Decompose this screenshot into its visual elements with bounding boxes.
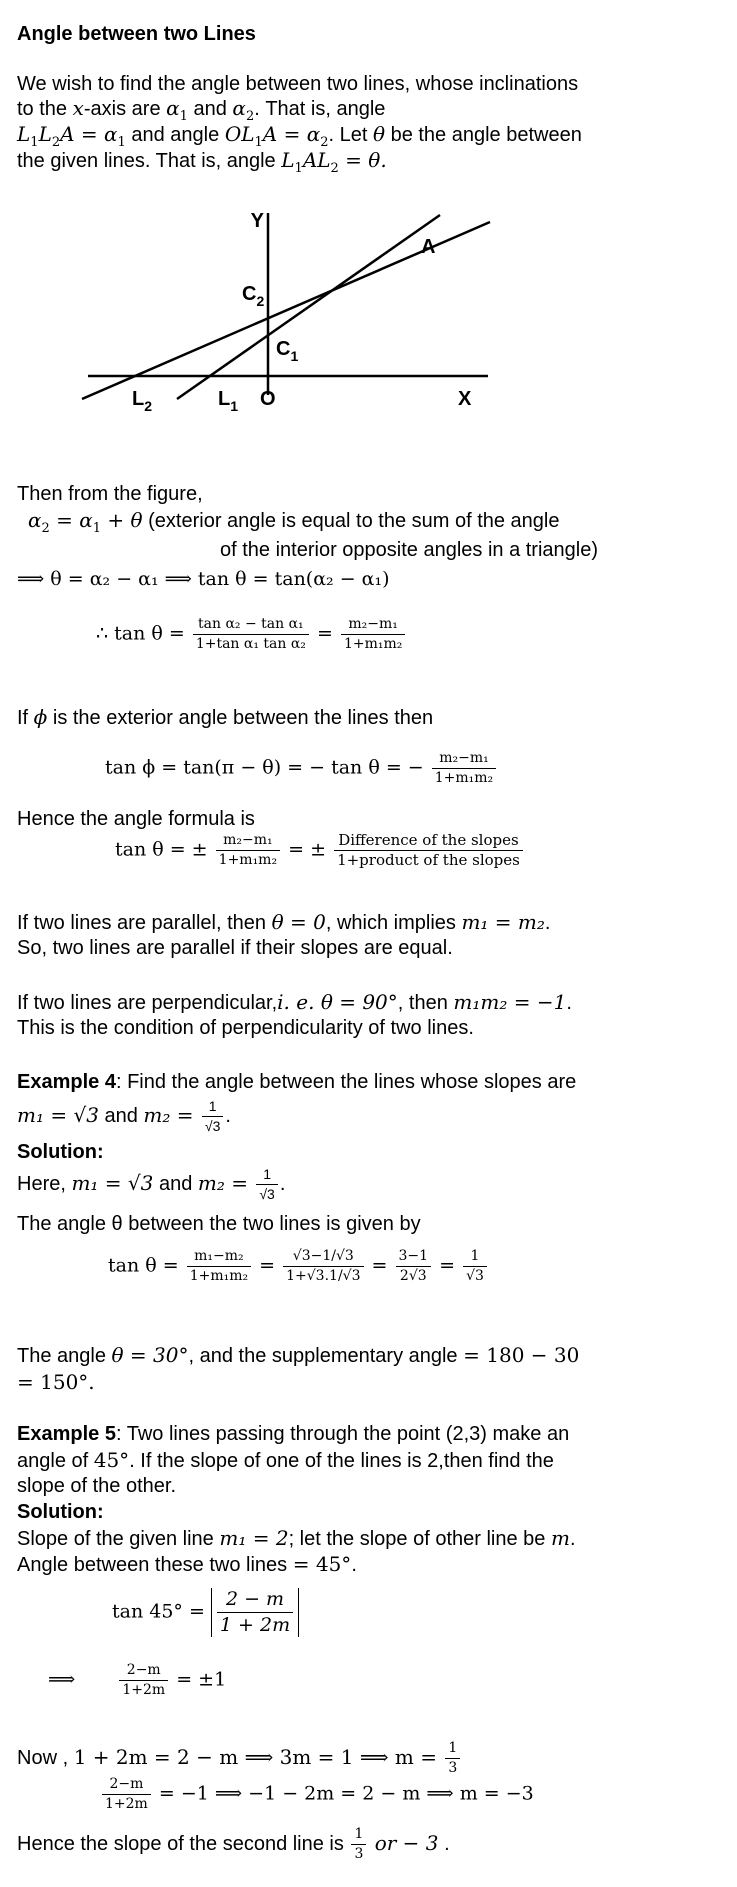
fraction: $\frac{\text{Difference of the slopes}}{\text{1+product of the slopes}}$ — [334, 832, 523, 869]
example4-answer-2: = 150°. — [17, 1370, 95, 1394]
angle-formula: tan θ = ± $\frac{\text{m₂−m₁}}{\text{1+m₁m₂}}$ = ± $\frac{\text{Difference of the slopes}}{\text{1+product of the slopes}}$ — [115, 832, 525, 869]
line-l1 — [177, 215, 440, 399]
fraction: $\frac{\text{m₂−m₁}}{\text{1+m₁m₂}}$ — [432, 750, 496, 787]
point-a-label: A — [421, 236, 436, 258]
fraction: $\frac{1}{3}$ — [351, 1826, 366, 1863]
fraction: $\frac{2-m}{1+2m}$ — [119, 1662, 168, 1699]
absolute-value — [211, 1588, 299, 1637]
intro-line-1: We wish to find the angle between two lines, whose inclinations — [17, 73, 579, 95]
perpendicular-line-2: This is the condition of perpendicularity of two lines. — [17, 1017, 474, 1039]
intro-line-3: $L_1L_2A = \alpha_1$ and angle $OL_1A = \alpha_2$. Let θ be the angle between — [17, 122, 582, 150]
example5-case-1: Now , 1 + 2m = 2 − m ⟹ 3m = 1 ⟹ m = $\frac{1}{3}$ — [17, 1740, 462, 1777]
fraction: $\frac{\text{m₂−m₁}}{\text{1+m₁m₂}}$ — [341, 616, 405, 653]
example5-slope-given: Slope of the given line m₁ = 2; let the slope of other line be m. — [17, 1526, 576, 1550]
point-c2-label: $C_2$ — [242, 283, 265, 309]
example5-abs-equation: tan 45° = $\frac{2 - m}{1 + 2m}$ — [112, 1588, 299, 1637]
derivation-intro: Then from the figure, — [17, 483, 203, 505]
exterior-angle-line: $\alpha_2 = \alpha_1 + \theta$ (exterior angle is equal to the sum of the angle — [28, 508, 560, 536]
fraction: $\frac{\text{m₂−m₁}}{\text{1+m₁m₂}}$ — [216, 832, 280, 869]
angle-formula-intro: Hence the angle formula is — [17, 808, 255, 830]
fraction: $\frac{2-m}{1+2m}$ — [102, 1776, 151, 1813]
example5-question-1: Example 5: Two lines passing through the point (2,3) make an — [17, 1423, 570, 1445]
fraction: $\frac{1}{√3}$ — [202, 1098, 223, 1135]
phi-definition: If ϕ is the exterior angle between the lines then — [17, 705, 434, 729]
fraction: $\frac{√3-1/√3}{1+√3.1/√3}$ — [283, 1248, 363, 1285]
example4-question: Example 4: Find the angle between the lines whose slopes are — [17, 1071, 577, 1093]
example4-given-by: The angle θ between the two lines is given by — [17, 1213, 421, 1235]
example5-angle: Angle between these two lines = 45°. — [17, 1552, 357, 1576]
point-c1-label: $C_1$ — [276, 338, 299, 364]
example4-solution-heading: Solution: — [17, 1141, 104, 1163]
parallel-line-1: If two lines are parallel, then θ = 0, which implies m₁ = m₂. — [17, 910, 551, 934]
parallel-line-2: So, two lines are parallel if their slopes are equal. — [17, 937, 453, 959]
tan-theta-formula: ∴ tan θ = $\frac{\text{tan α₂ − tan α₁}}{\text{1+tan α₁ tan α₂}}$ = $\frac{\text{m₂−m₁}}{\text{1+m₁m₂}}$ — [96, 616, 407, 653]
y-axis-label: Y — [250, 210, 264, 232]
origin-label: O — [260, 388, 276, 410]
example4-here: Here, m₁ = √3 and m₂ = $\frac{1}{√3}$ . — [17, 1166, 286, 1202]
x-axis-label: X — [458, 388, 472, 410]
fraction: $\frac{1}{3}$ — [445, 1740, 460, 1777]
fraction: $\frac{3-1}{2√3}$ — [396, 1248, 432, 1285]
example5-question-2: angle of 45°. If the slope of one of the lines is 2,then find the — [17, 1448, 554, 1472]
example4-answer-1: The angle θ = 30°, and the supplementary angle = 180 − 30 — [17, 1343, 580, 1367]
fraction: $\frac{\text{tan α₂ − tan α₁}}{\text{1+tan α₁ tan α₂}}$ — [193, 616, 309, 653]
fraction: $\frac{1}{√3}$ — [256, 1166, 277, 1203]
example5-solution-heading: Solution: — [17, 1501, 104, 1523]
example5-final-answer: Hence the slope of the second line is $\frac{1}{3}$ or − 3 . — [17, 1826, 450, 1862]
point-l2-label: $L_2$ — [132, 388, 153, 414]
example4-equation: tan θ = $\frac{\text{m₁−m₂}}{\text{1+m₁m₂}}$ = $\frac{√3-1/√3}{1+√3.1/√3}$ = $\frac{3-1}{2√3}$ = $\frac{1}{√3}$ — [108, 1248, 489, 1285]
fraction: $\frac{2 - m}{1 + 2m}$ — [217, 1588, 293, 1637]
lines-figure — [70, 205, 500, 420]
point-l1-label: $L_1$ — [218, 388, 239, 414]
tan-phi-formula: tan ϕ = tan(π − θ) = − tan θ = − $\frac{\text{m₂−m₁}}{\text{1+m₁m₂}}$ — [105, 750, 498, 787]
perpendicular-line-1: If two lines are perpendicular,i. e. θ = 90°, then m₁m₂ = −1. — [17, 990, 572, 1014]
example5-pm-equation: ⟹ $\frac{2-m}{1+2m}$ = ±1 — [48, 1662, 227, 1698]
page-title: Angle between two Lines — [17, 23, 256, 45]
example4-slopes: m₁ = √3 and m₂ = $\frac{1}{√3}$ . — [17, 1098, 231, 1134]
intro-line-4: the given lines. That is, angle $L_1AL_2 = \theta$. — [17, 148, 387, 176]
example5-question-3: slope of the other. — [17, 1475, 177, 1497]
implies-line: ⟹ θ = α₂ − α₁ ⟹ tan θ = tan(α₂ − α₁) — [17, 568, 390, 590]
fraction: $\frac{\text{m₁−m₂}}{\text{1+m₁m₂}}$ — [187, 1248, 251, 1285]
exterior-angle-line-2: of the interior opposite angles in a triangle) — [220, 539, 599, 561]
intro-line-2: to the x-axis are $\alpha_1$ and $\alpha_2$. That is, angle — [17, 96, 386, 124]
example5-case-2: $\frac{2-m}{1+2m}$ = −1 ⟹ −1 − 2m = 2 − m ⟹ m = −3 — [100, 1776, 534, 1813]
fraction: $\frac{1}{√3}$ — [463, 1248, 487, 1285]
